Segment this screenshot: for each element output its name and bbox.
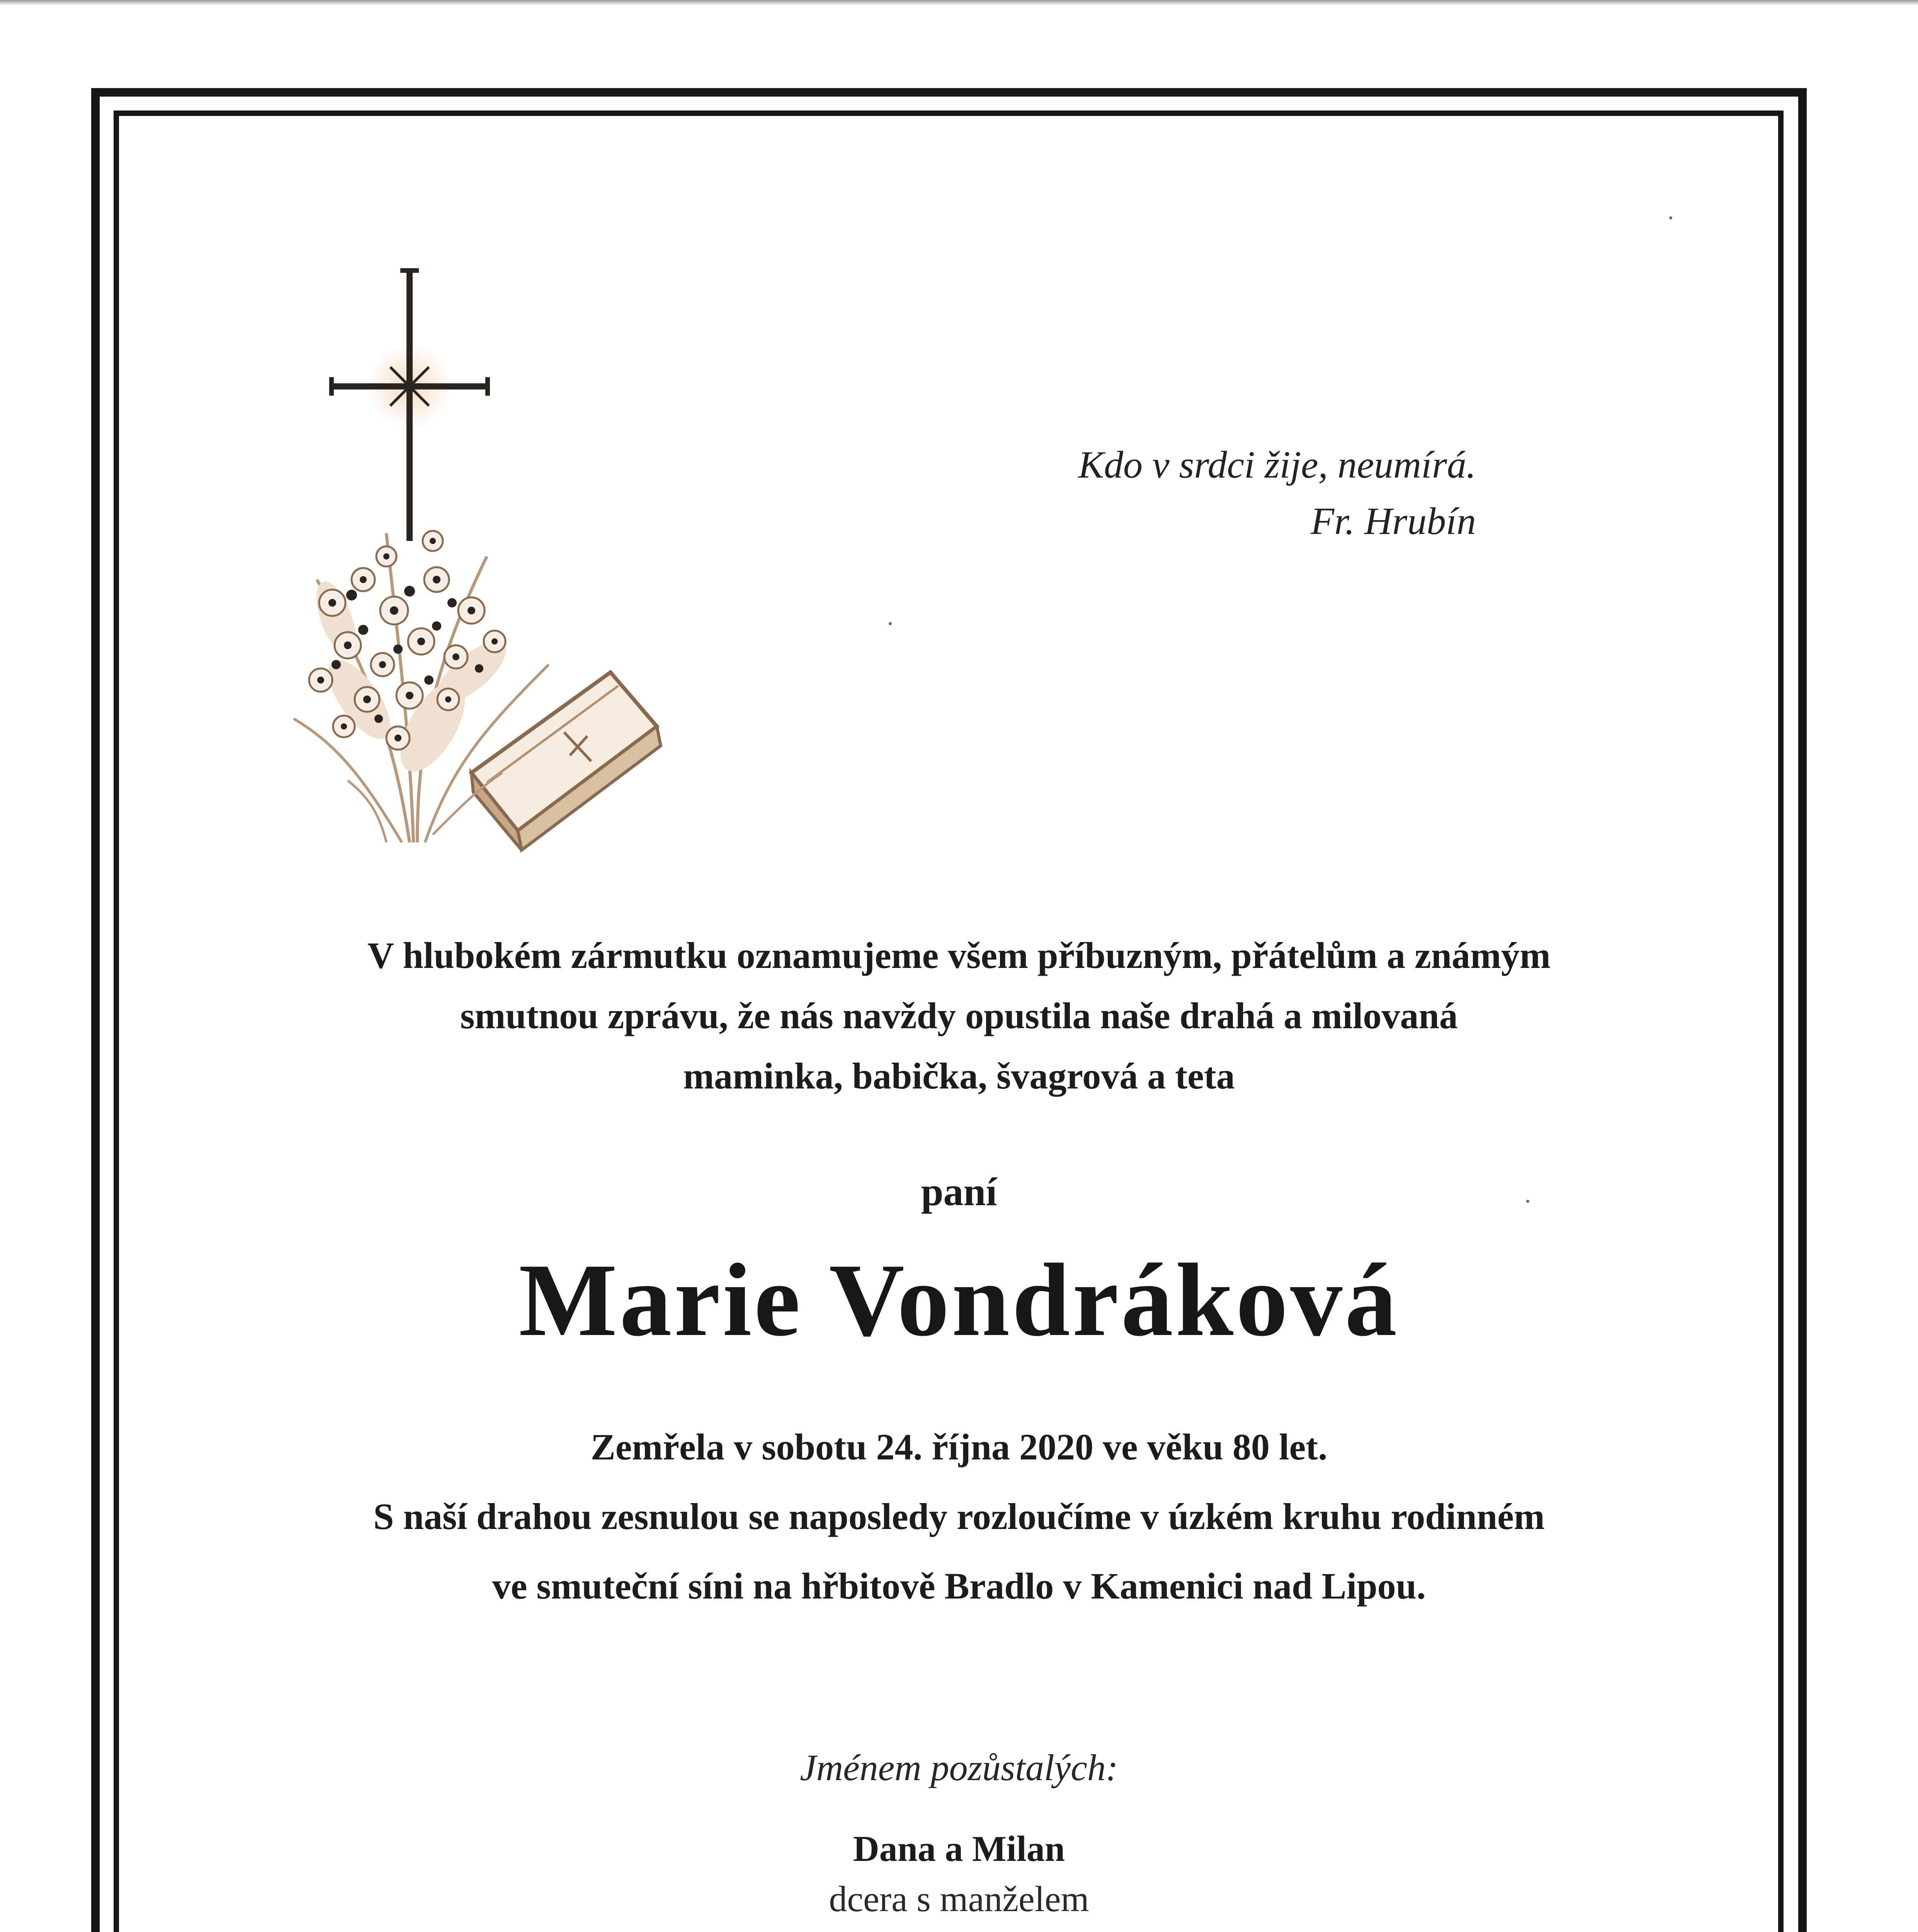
scan-speck bbox=[1669, 216, 1672, 219]
announcement-line-2: smutnou zprávu, že nás navždy opustila naše drahá a milovaná bbox=[460, 995, 1458, 1036]
cross-icon bbox=[329, 268, 490, 541]
funeral-details bbox=[116, 1412, 1802, 1621]
survivor-group bbox=[116, 1824, 1802, 1924]
announcement bbox=[116, 925, 1802, 1106]
scan-speck bbox=[1526, 1200, 1529, 1203]
announcement-line-3: maminka, babička, švagrová a teta bbox=[683, 1055, 1235, 1097]
memorial-emblem bbox=[270, 263, 676, 866]
details-line-2: S naší drahou zesnulou se naposledy rozloučíme v úzkém kruhu rodinném bbox=[373, 1496, 1545, 1537]
scan-edge bbox=[0, 0, 1918, 5]
announcement-line-1: V hlubokém zármutku oznamujeme všem příbuzným, přátelům a známým bbox=[367, 935, 1551, 976]
survivor-relation: dcera s manželem bbox=[829, 1879, 1089, 1919]
details-line-1: Zemřela v sobotu 24. října 2020 ve věku 80 let. bbox=[590, 1426, 1328, 1468]
survivor-names: Dana a Milan bbox=[853, 1829, 1065, 1869]
memorial-quote bbox=[850, 437, 1476, 549]
emblem-graphic bbox=[270, 263, 676, 866]
book-icon bbox=[471, 672, 661, 850]
survivors-label: Jménem pozůstalých: bbox=[800, 1747, 1118, 1788]
honorific: paní bbox=[921, 1170, 997, 1214]
details-line-3: ve smuteční síni na hřbitově Bradlo v Kamenici nad Lipou. bbox=[492, 1565, 1426, 1607]
deceased-name: Marie Vondráková bbox=[519, 1242, 1399, 1358]
scan-speck bbox=[889, 622, 892, 625]
quote-text: Kdo v srdci žije, neumírá. bbox=[1078, 443, 1476, 486]
quote-author: Fr. Hrubín bbox=[1311, 500, 1476, 543]
